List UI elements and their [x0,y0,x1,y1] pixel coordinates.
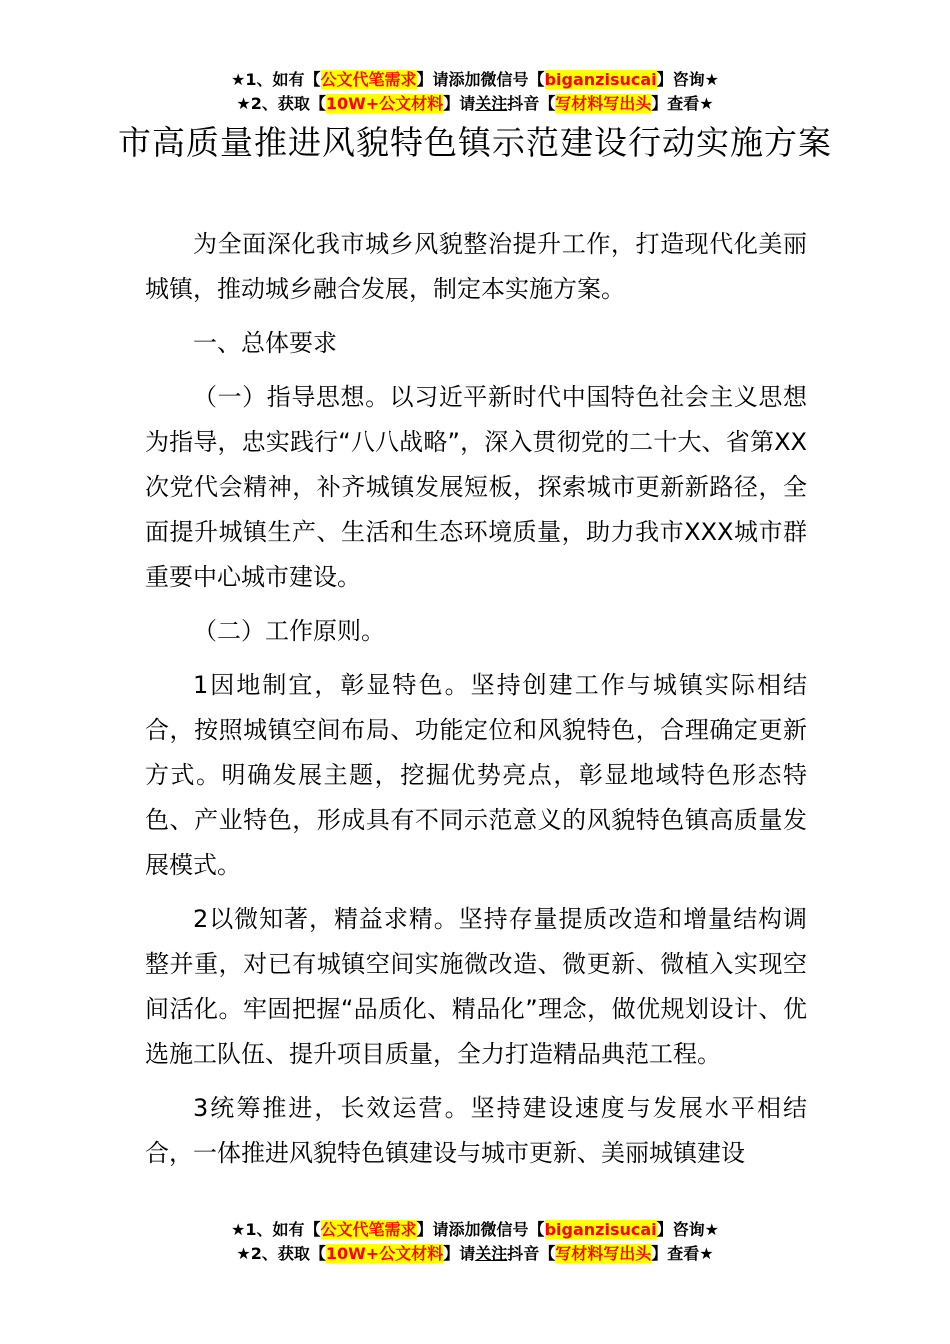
promo-banner-bottom [0,1219,950,1267]
promo-text: 】请 [416,70,449,89]
promo-emphasis: 关注 [475,94,508,113]
subsection-heading: （二）工作原则。 [193,617,385,645]
promo-line-1 [0,1219,950,1243]
promo-text: 】请 [416,1220,449,1239]
intro-paragraph: 为全面深化我市城乡风貌整治提升工作，打造现代化美丽城镇，推动城乡融合发展，制定本实施方案。 [145,230,807,303]
promo-highlight: 公文代笔需求 [320,70,417,89]
promo-text: 抖音【 [507,94,556,113]
promo-text: ★1、如有【 [231,70,321,89]
promo-highlight: biganzisucai [544,70,657,89]
body-paragraph: 2以微知著，精益求精。坚持存量提质改造和增量结构调整并重，对已有城镇空间实施微改造、微更新、微植入实现空间活化。牢固把握“品质化、精品化”理念，做优规划设计、优选施工队伍、提升项目质量，全力打造精品典范工程。 [145,905,807,1068]
promo-emphasis: 添加 [448,70,481,89]
promo-text: ★2、获取【 [236,94,326,113]
promo-banner-top [0,69,950,117]
promo-text: ★2、获取【 [236,1244,326,1263]
promo-highlight: 10W+公文材料 [325,1244,444,1263]
promo-line-2 [0,1243,950,1267]
body-paragraph: （一）指导思想。以习近平新时代中国特色社会主义思想为指导，忠实践行“八八战略”，深入贯彻党的二十大、省第XX次党代会精神，补齐城镇发展短板，探索城市更新新路径，全面提升城镇生产、生活和生态环境质量，助力我市XXX城市群重要中心城市建设。 [145,383,807,591]
promo-text: 】查看★ [651,1244,714,1263]
promo-highlight: 公文代笔需求 [320,1220,417,1239]
promo-highlight: 10W+公文材料 [325,94,444,113]
promo-highlight: biganzisucai [544,1220,657,1239]
promo-text: 】请 [443,94,476,113]
promo-text: 】查看★ [651,94,714,113]
promo-text: ★1、如有【 [231,1220,321,1239]
promo-highlight: 写材料写出头 [555,1244,652,1263]
promo-text: 微信号【 [480,70,545,89]
promo-text: 】咨询★ [656,1220,719,1239]
promo-line-1 [0,69,950,93]
promo-text: 抖音【 [507,1244,556,1263]
document-body [145,222,807,1185]
document-title: 市高质量推进风貌特色镇示范建设行动实施方案 [118,123,832,162]
promo-emphasis: 关注 [475,1244,508,1263]
promo-line-2 [0,93,950,117]
promo-text: 微信号【 [480,1220,545,1239]
section-heading: 一、总体要求 [193,329,337,357]
promo-highlight: 写材料写出头 [555,94,652,113]
body-paragraph: 3统筹推进，长效运营。坚持建设速度与发展水平相结合，一体推进风貌特色镇建设与城市更新、美丽城镇建设 [145,1094,807,1167]
promo-text: 】咨询★ [656,70,719,89]
promo-text: 】请 [443,1244,476,1263]
body-paragraph: 1因地制宜，彰显特色。坚持创建工作与城镇实际相结合，按照城镇空间布局、功能定位和风貌特色，合理确定更新方式。明确发展主题，挖掘优势亮点，彰显地域特色形态特色、产业特色，形成具有不同示范意义的风貌特色镇高质量发展模式。 [145,671,807,879]
promo-emphasis: 添加 [448,1220,481,1239]
